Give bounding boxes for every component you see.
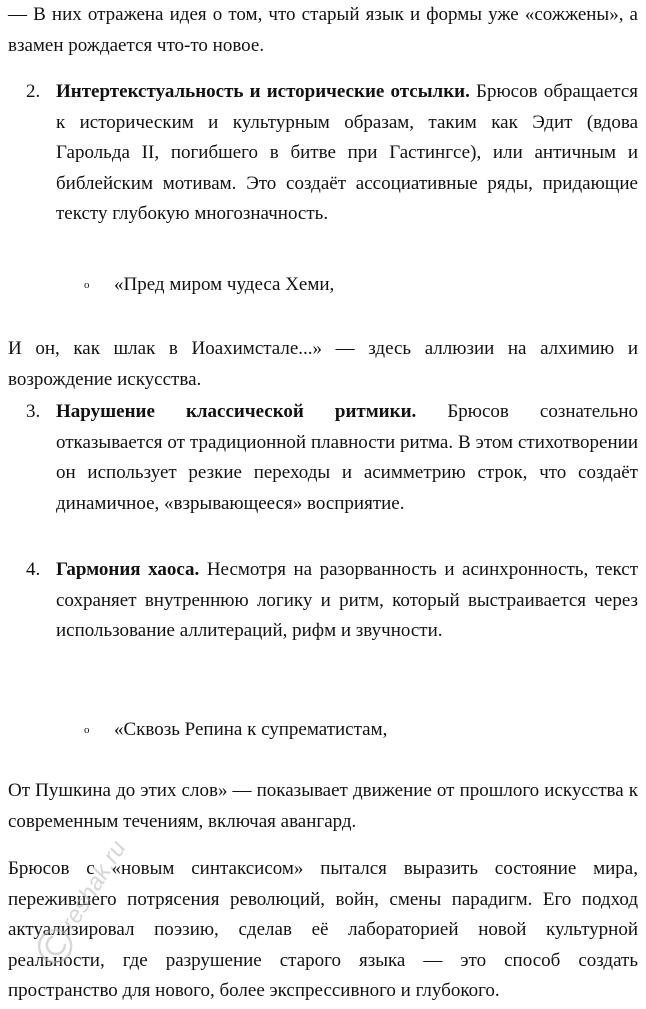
- list-item-body: [56, 77, 638, 230]
- list-item-text: Брюсов обращается к историческим и культурным образам, таким как Эдит (вдова Гарольда II, погибшего в битве при Гастингсе), или античным и библейским мотивам. Это создаёт ассоциативные ряды, придающие тексту глубокую многозначность.: [56, 81, 638, 224]
- conclusion-paragraph: Брюсов с «новым синтаксисом» пытался выразить состояние мира, пережившего потрясения революций, войн, смены парадигм. Его подход актуализировал поэзию, сделав её лабораторией новой культурной реальности, где разрушение старого языка — это способ создать пространство для нового, более экспрессивного и глубокого.: [8, 858, 638, 1001]
- bullet-marker: o: [84, 279, 90, 292]
- list-item-2: [26, 77, 638, 230]
- list-item-text: Брюсов сознательно отказывается от традиционной плавности ритма. В этом стихотворении он использует резкие переходы и асимметрию строк, что создаёт динамичное, «взрывающееся» восприятие.: [56, 401, 639, 514]
- list-item-title: Гармония хаоса.: [56, 559, 200, 580]
- list-item-3: [26, 397, 638, 519]
- quote-line-text: «Пред миром чудеса Хеми,: [114, 274, 335, 295]
- svg-text:reshak.ru: reshak.ru: [55, 835, 132, 935]
- list-number: 3.: [26, 401, 41, 422]
- quote-2-continuation: От Пушкина до этих слов» — показывает движение от прошлого искусства к современным течениям, включая авангард.: [8, 780, 638, 832]
- bullet-marker: o: [84, 724, 90, 737]
- list-item-4: [26, 555, 638, 647]
- list-number: 4.: [26, 559, 41, 580]
- list-item-text: Несмотря на разорванность и асинхронность, текст сохраняет внутреннюю логику и ритм, который выстраивается через использование аллитераций, рифм и звучности.: [56, 559, 638, 641]
- list-item-title: Нарушение классической ритмики.: [56, 401, 417, 422]
- quote-line-text: «Сквозь Репина к супрематистам,: [114, 719, 388, 740]
- intro-paragraph: — В них отражена идея о том, что старый язык и формы уже «сожжены», а взамен рождается что-то новое.: [8, 4, 638, 56]
- quote-1-continuation: И он, как шлак в Иоахимстале...» — здесь аллюзии на алхимию и возрождение искусства.: [8, 338, 638, 390]
- list-item-body: [56, 397, 638, 519]
- quote-2: [84, 715, 624, 746]
- list-item-body: [56, 555, 638, 647]
- list-item-title: Интертекстуальность и исторические отсылки.: [56, 81, 470, 102]
- quote-1: [84, 270, 624, 301]
- list-number: 2.: [26, 81, 41, 102]
